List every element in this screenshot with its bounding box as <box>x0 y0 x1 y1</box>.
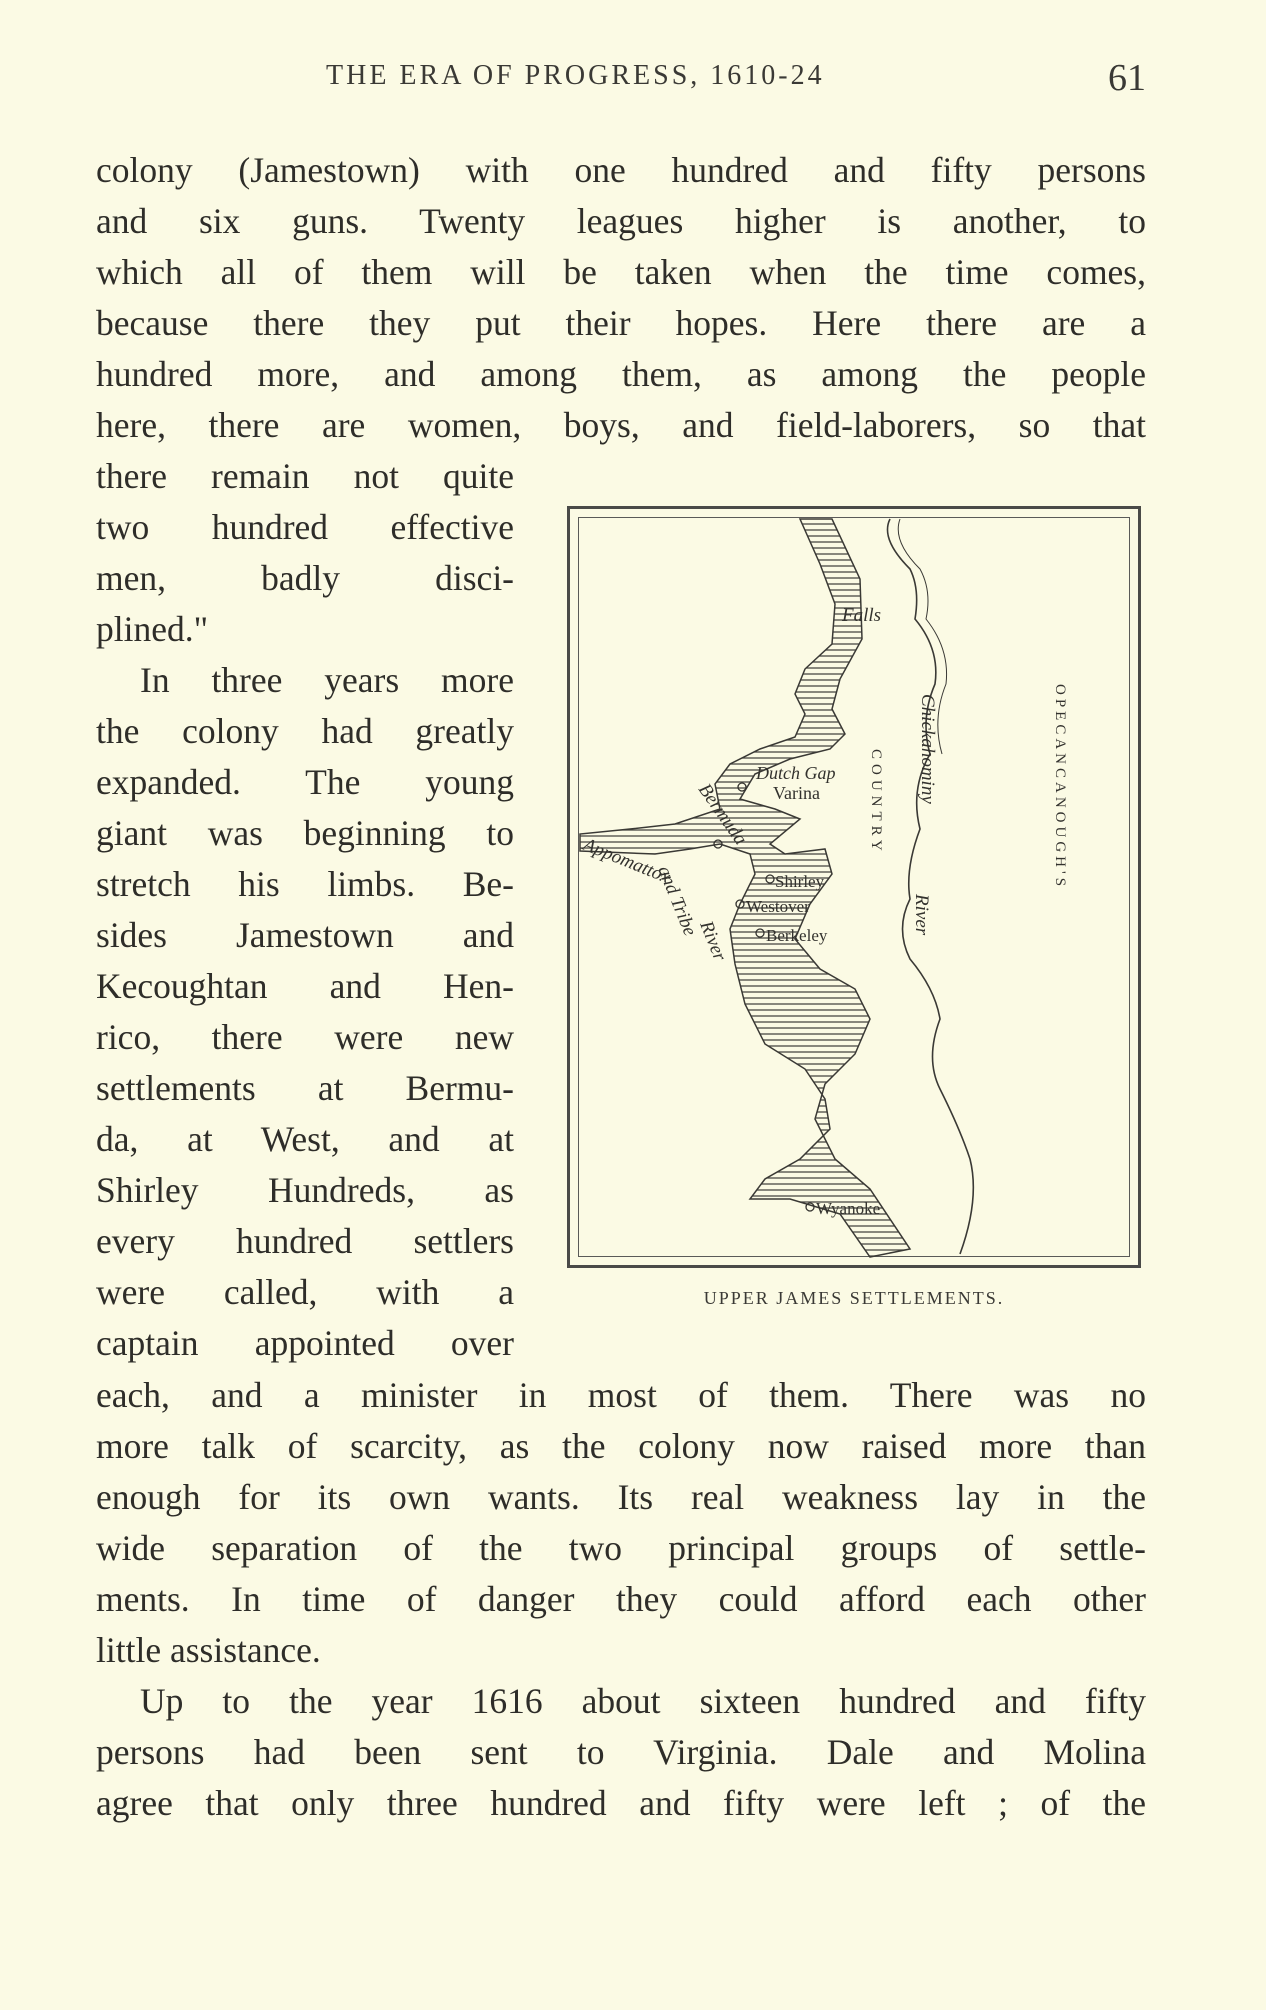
map-label-chickahominy: Chickahominy <box>917 694 938 804</box>
paragraph-last <box>96 1676 1146 1829</box>
text-line: colony (Jamestown) with one hundred and fifty persons <box>96 150 1146 190</box>
map-label-appomattox-river: River <box>695 918 731 965</box>
paragraph-top <box>96 145 1146 451</box>
text-line: settlements at Bermu- <box>96 1068 514 1108</box>
text-line: expanded. The young <box>96 762 514 802</box>
map-illustration <box>570 509 1144 1271</box>
text-line: In three years more <box>140 660 514 700</box>
map-label-and-tribe: and Tribe <box>653 863 701 939</box>
text-line: here, there are women, boys, and field-laborers, so that <box>96 405 1146 445</box>
paragraph-bottom <box>96 1370 1146 1676</box>
text-line: enough for its own wants. Its real weakness lay in the <box>96 1477 1146 1517</box>
text-line: wide separation of the two principal groups of settle- <box>96 1528 1146 1568</box>
text-line: which all of them will be taken when the time comes, <box>96 252 1146 292</box>
text-line: more talk of scarcity, as the colony now raised more than <box>96 1426 1146 1466</box>
text-line: men, badly disci- <box>96 558 514 598</box>
running-head <box>96 52 1146 102</box>
map-label-chickahominy-river: River <box>911 894 932 936</box>
map-label-country: COUNTRY <box>868 749 884 856</box>
map-label-dutch-gap: Dutch Gap <box>756 763 836 783</box>
map-label-bermuda: Bermuda <box>693 779 752 849</box>
text-line: were called, with a <box>96 1272 514 1312</box>
text-line: da, at West, and at <box>96 1119 514 1159</box>
text-line: giant was beginning to <box>96 813 514 853</box>
text-line: and six guns. Twenty leagues higher is another, to <box>96 201 1146 241</box>
text-line: hundred more, and among them, as among the people <box>96 354 1146 394</box>
text-line: persons had been sent to Virginia. Dale and Molina <box>96 1732 1146 1772</box>
map-figure <box>567 506 1141 1268</box>
text-line: ments. In time of danger they could afford each other <box>96 1579 1146 1619</box>
page-number: 61 <box>1108 57 1146 99</box>
map-caption: UPPER JAMES SETTLEMENTS. <box>703 1288 1005 1308</box>
text-line: plined." <box>96 609 209 649</box>
text-line: the colony had greatly <box>96 711 514 751</box>
james-river <box>580 519 910 1257</box>
text-line: captain appointed over <box>96 1323 514 1363</box>
text-line: Up to the year 1616 about sixteen hundred and fifty <box>140 1681 1146 1721</box>
map-label-westover: Westover <box>746 897 810 916</box>
text-line: every hundred settlers <box>96 1221 514 1261</box>
map-label-falls: Falls <box>842 605 882 626</box>
text-line: Kecoughtan and Hen- <box>96 966 514 1006</box>
map-label-varina: Varina <box>773 783 820 803</box>
map-label-shirley: Shirley <box>775 872 825 891</box>
paragraph-side <box>96 451 514 1369</box>
map-label-wyanoke: Wyanoke <box>816 1199 881 1218</box>
running-head-title: THE ERA OF PROGRESS, 1610-24 <box>326 60 825 91</box>
text-line: Shirley Hundreds, as <box>96 1170 514 1210</box>
map-label-appomattox: Appomattox <box>580 834 674 889</box>
text-line: agree that only three hundred and fifty were left ; of the <box>96 1783 1146 1823</box>
map-label-berkeley: Berkeley <box>766 926 828 945</box>
text-line: each, and a minister in most of them. There was no <box>96 1375 1146 1415</box>
text-line: because there they put their hopes. Here there are a <box>96 303 1146 343</box>
chickahominy-river <box>888 519 974 1254</box>
text-line: two hundred effective <box>96 507 514 547</box>
text-line: stretch his limbs. Be- <box>96 864 514 904</box>
text-line: little assistance. <box>96 1630 321 1670</box>
text-line: sides Jamestown and <box>96 915 514 955</box>
text-line: there remain not quite <box>96 456 514 496</box>
text-line: rico, there were new <box>96 1017 514 1057</box>
map-label-opecancanough: OPECANCANOUGH'S <box>1052 684 1068 891</box>
